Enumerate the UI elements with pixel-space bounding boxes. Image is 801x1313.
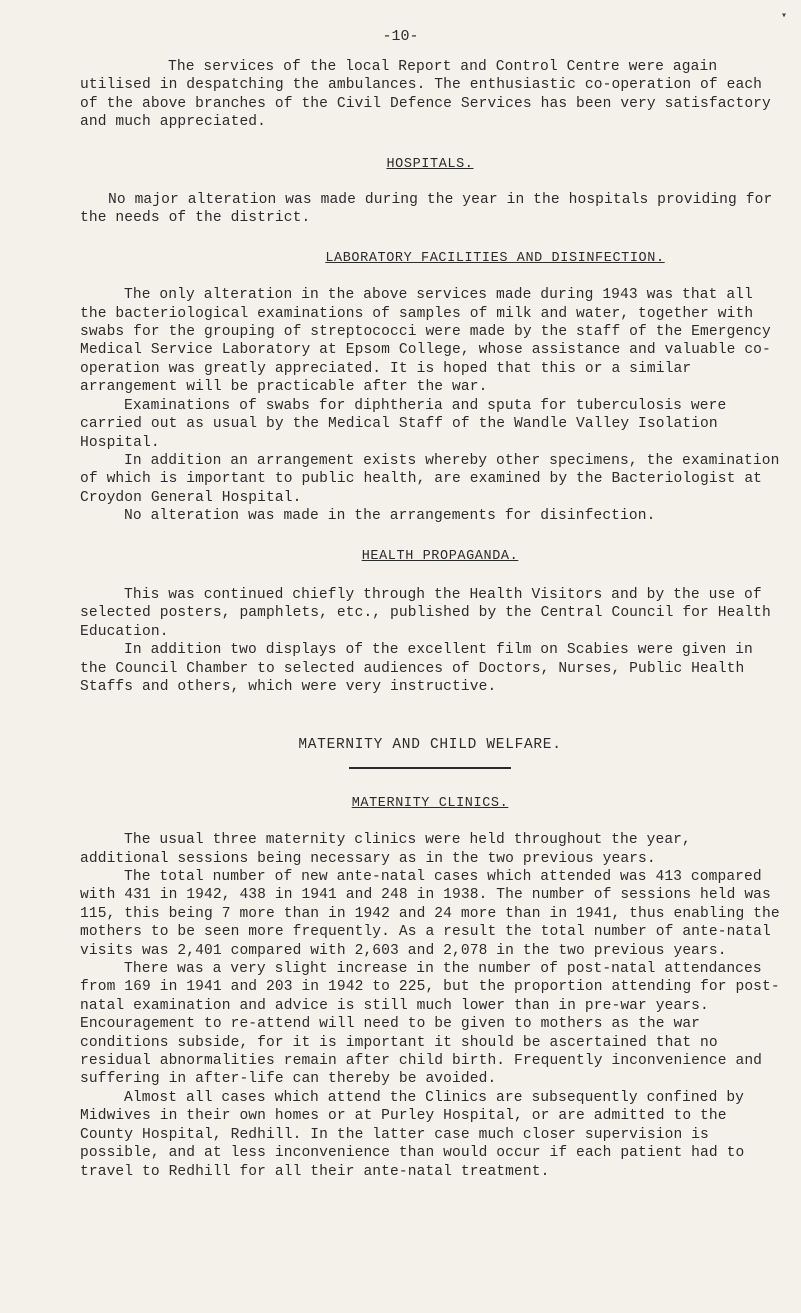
maternity-paragraph-4: Almost all cases which attend the Clinics are subsequently confined by Midwives in their own homes or at Purley Hospital, or are admitted to the County Hospital, Redhill. In the latter case much closer supervision is possible, and at less inconvenience than would occur if each patient had to travel to Redhill for all their ante-natal treatment. bbox=[80, 1089, 745, 1180]
laboratory-paragraph-1: The only alteration in the above services made during 1943 was that all the bacteriological examinations of samples of milk and water, together with swabs for the grouping of streptococci were made by the staff of the Emergency Medical Service Laboratory at Epsom College, whose assistance and valuable co-operation was greatly appreciated. It is hoped that this or a similar arrangement will be practicable after the war. bbox=[80, 287, 771, 396]
laboratory-paragraph-3: In addition an arrangement exists whereby other specimens, the examination of which is important to public health, are examined by the Bacteriologist at Croydon General Hospital. bbox=[80, 452, 780, 506]
page-body bbox=[80, 58, 780, 1181]
propaganda-heading: HEALTH PROPAGANDA. bbox=[361, 548, 519, 564]
propaganda-paragraph-2: In addition two displays of the excellent film on Scabies were given in the Council Chamber to selected audiences of Doctors, Nurses, Public Health Staffs and others, which were very instructive. bbox=[80, 642, 753, 695]
page-number: -10- bbox=[382, 28, 419, 45]
civil-defence-paragraph: The services of the local Report and Control Centre were again utilised in despatching the ambulances. The enthusiastic co-operation of each of the above branches of the Civil Defence Services has been very satisfactory and much appreciated. bbox=[80, 59, 771, 131]
section-divider bbox=[349, 767, 511, 769]
corner-mark: ▾ bbox=[780, 11, 787, 22]
hospitals-paragraph: No major alteration was made during the year in the hospitals providing for the needs of the district. bbox=[80, 192, 773, 227]
laboratory-paragraph-2: Examinations of swabs for diphtheria and sputa for tuberculosis were carried out as usual by the Medical Staff of the Wandle Valley Isolation Hospital. bbox=[80, 397, 727, 451]
laboratory-heading: LABORATORY FACILITIES AND DISINFECTION. bbox=[325, 250, 665, 266]
maternity-paragraph-2: The total number of new ante-natal cases which attended was 413 compared with 431 in 1942, 438 in 1941 and 248 in 1938. The number of sessions held was 115, this being 7 more than in 1942 and 24 more than in 1941, thus enabling the mothers to be seen more frequently. As a result the total number of ante-natal visits was 2,401 compared with 2,603 and 2,078 in the two previous years. bbox=[80, 869, 780, 959]
laboratory-paragraph-4: No alteration was made in the arrangements for disinfection. bbox=[124, 508, 656, 525]
hospitals-heading: HOSPITALS. bbox=[386, 156, 474, 172]
maternity-paragraph-1: The usual three maternity clinics were held throughout the year, additional sessions being necessary as in the two previous years. bbox=[80, 832, 691, 867]
propaganda-paragraph-1: This was continued chiefly through the Health Visitors and by the use of selected posters, pamphlets, etc., published by the Central Council for Health Education. bbox=[80, 586, 771, 640]
maternity-clinics-heading: MATERNITY CLINICS. bbox=[351, 795, 509, 811]
maternity-paragraph-3: There was a very slight increase in the number of post-natal attendances from 169 in 1941 and 203 in 1942 to 225, but the proportion attending for post-natal examination and advice is still much lower than in pre-war years. Encouragement to re-attend will need to be given to mothers as the war conditions subside, for it is important it should be ascertained that no residual abnormalities remain after child birth. Frequently inconvenience and suffering in after-life can thereby be avoided. bbox=[80, 961, 780, 1088]
maternity-main-heading: MATERNITY AND CHILD WELFARE. bbox=[298, 737, 562, 754]
